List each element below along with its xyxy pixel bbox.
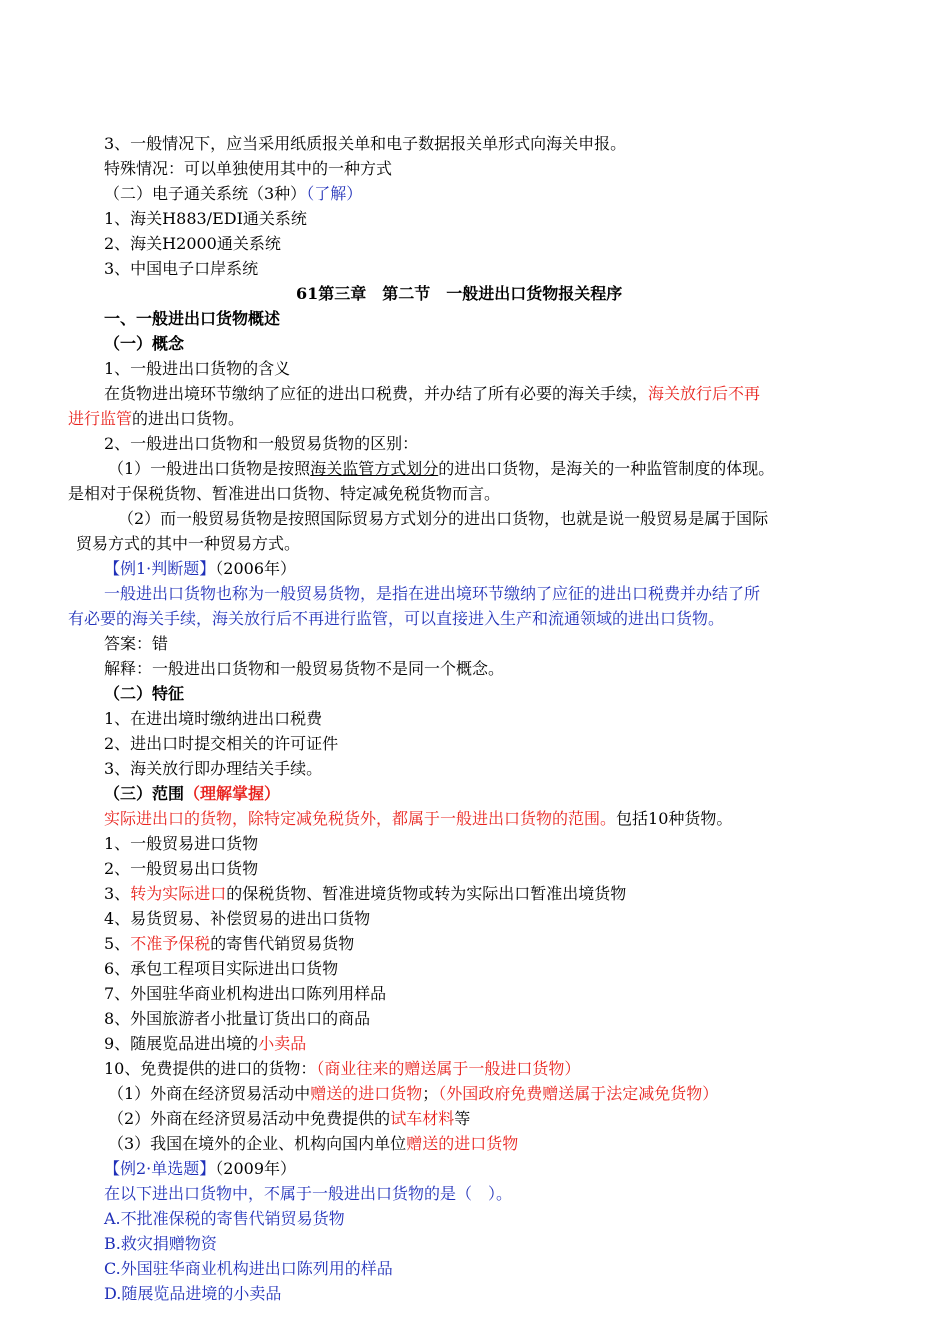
list-item: 1、海关H883/EDI通关系统 — [104, 209, 307, 228]
text-line: 3、一般情况下，应当采用纸质报关单和电子数据报关单形式向海关申报。 — [104, 134, 627, 153]
list-item: （3）我国在境外的企业、机构向国内单位赠送的进口货物 — [108, 1134, 519, 1153]
section-heading: 一、一般进出口货物概述 — [104, 309, 281, 328]
option-d: D.随展览品进境的小卖品 — [104, 1284, 282, 1303]
text-line: 2、一般进出口货物和一般贸易货物的区别： — [104, 434, 419, 453]
text-line: 贸易方式的其中一种贸易方式。 — [76, 534, 301, 553]
list-item: 2、一般贸易出口货物 — [104, 859, 259, 878]
subsection-heading: （二）特征 — [104, 684, 185, 703]
text-line: 1、一般进出口货物的含义 — [104, 359, 291, 378]
list-item: 5、不准予保税的寄售代销贸易货物 — [104, 934, 355, 953]
option-b: B.救灾捐赠物资 — [104, 1234, 217, 1253]
list-item: 4、易货贸易、补偿贸易的进出口货物 — [104, 909, 371, 928]
list-item: 2、海关H2000通关系统 — [104, 234, 281, 253]
text-line: 是相对于保税货物、暂准进出口货物、特定减免税货物而言。 — [68, 484, 501, 503]
list-item: 9、随展览品进出境的小卖品 — [104, 1034, 307, 1053]
answer-text: 答案：错 — [104, 634, 169, 653]
list-item: 1、在进出境时缴纳进出口税费 — [104, 709, 323, 728]
text-line: 实际进出口的货物，除特定减免税货外，都属于一般进出口货物的范围。包括10种货物。 — [104, 809, 733, 828]
question-text: 有必要的海关手续，海关放行后不再进行监管，可以直接进入生产和流通领域的进出口货物。 — [68, 609, 725, 628]
list-item: 2、进出口时提交相关的许可证件 — [104, 734, 339, 753]
question-text: 在以下进出口货物中，不属于一般进出口货物的是（ ）。 — [104, 1184, 513, 1203]
list-item: 3、海关放行即办理结关手续。 — [104, 759, 323, 778]
question-text: 一般进出口货物也称为一般贸易货物，是指在进出境环节缴纳了应征的进出口税费并办结了所 — [104, 584, 761, 603]
option-c: C.外国驻华商业机构进出口陈列用的样品 — [104, 1259, 393, 1278]
list-item: 1、一般贸易进口货物 — [104, 834, 259, 853]
section-heading: （二）电子通关系统（3种）（了解） — [104, 184, 363, 203]
text-line: 进行监管的进出口货物。 — [68, 409, 245, 428]
list-item: 6、承包工程项目实际进出口货物 — [104, 959, 339, 978]
subsection-heading: （三）范围（理解掌握） — [104, 784, 281, 803]
list-item: 7、外国驻华商业机构进出口陈列用样品 — [104, 984, 387, 1003]
example-heading: 【例1·判断题】（2006年） — [104, 559, 297, 578]
list-item: 3、转为实际进口的保税货物、暂准进境货物或转为实际出口暂准出境货物 — [104, 884, 627, 903]
list-item: （2）外商在经济贸易活动中免费提供的试车材料等 — [108, 1109, 471, 1128]
text-line: （1）一般进出口货物是按照海关监管方式划分的进出口货物，是海关的一种监管制度的体现。 — [108, 459, 775, 478]
list-item: 8、外国旅游者小批量订货出口的商品 — [104, 1009, 371, 1028]
example-heading: 【例2·单选题】（2009年） — [104, 1159, 297, 1178]
option-a: A.不批准保税的寄售代销贸易货物 — [104, 1209, 345, 1228]
text-line: 特殊情况：可以单独使用其中的一种方式 — [104, 159, 393, 178]
explanation-text: 解释：一般进出口货物和一般贸易货物不是同一个概念。 — [104, 659, 505, 678]
list-item: 10、免费提供的进口的货物：（商业往来的赠送属于一般进口货物） — [104, 1059, 581, 1078]
text-line: 在货物进出境环节缴纳了应征的进出口税费，并办结了所有必要的海关手续，海关放行后不再 — [104, 384, 761, 403]
subsection-heading: （一）概念 — [104, 334, 185, 353]
chapter-title: 61第三章 第二节 一般进出口货物报关程序 — [296, 284, 623, 303]
list-item: 3、中国电子口岸系统 — [104, 259, 259, 278]
text-line: （2）而一般贸易货物是按照国际贸易方式划分的进出口货物，也就是说一般贸易是属于国际 — [118, 509, 769, 528]
list-item: （1）外商在经济贸易活动中赠送的进口货物；（外国政府免费赠送属于法定减免货物） — [108, 1084, 719, 1103]
